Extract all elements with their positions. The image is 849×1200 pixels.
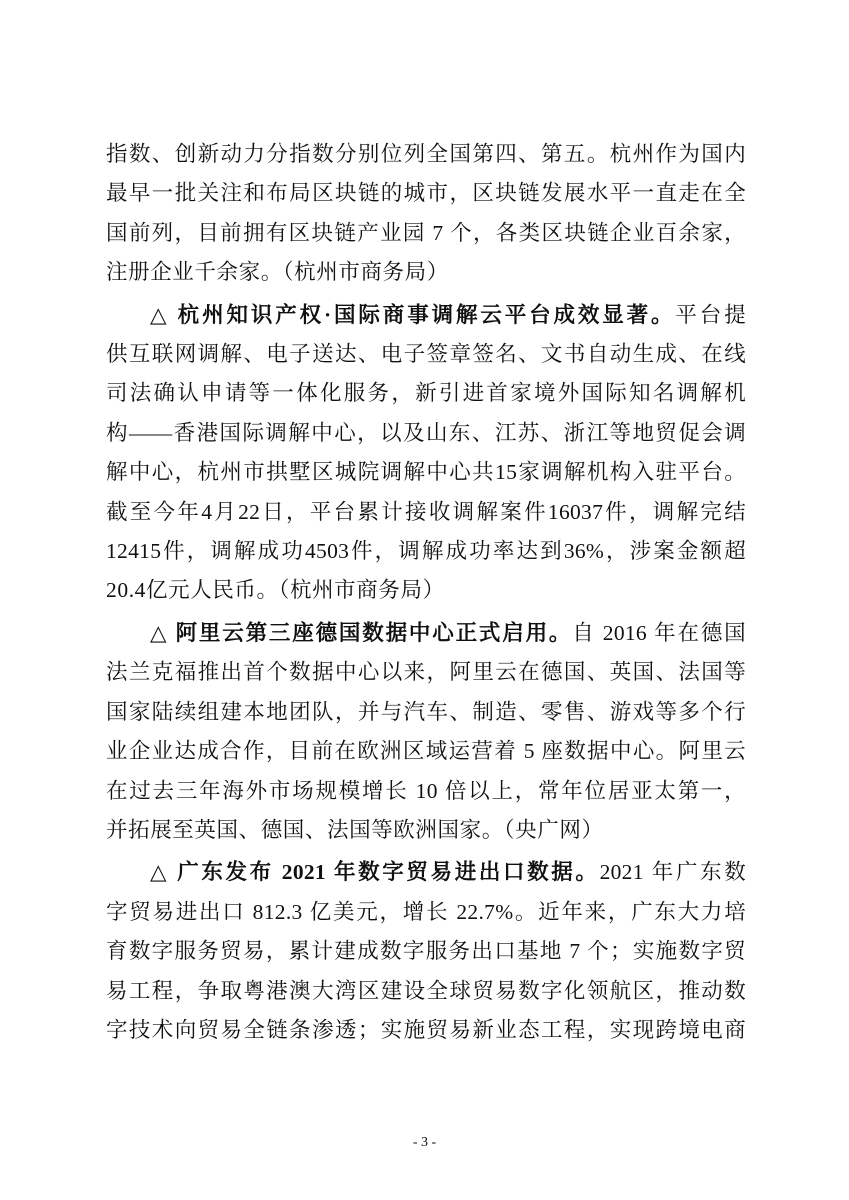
text-line: 易工程，争取粤港澳大湾区建设全球贸易数字化领航区，推动数 [106, 978, 746, 1003]
paragraph-guangdong-trade [106, 853, 746, 1050]
page-number: - 3 - [412, 1135, 437, 1150]
text-line: 国前列，目前拥有区块链产业园 7 个，各类区块链企业百余家， [106, 220, 746, 245]
text-line: 12415件，调解成功4503件，调解成功率达到36%，涉案金额超 [106, 539, 746, 564]
text-line: 国家陆续组建本地团队，并与汽车、制造、零售、游戏等多个行 [106, 699, 746, 724]
paragraph-alibaba-cloud [106, 614, 746, 850]
paragraph-continuation [106, 135, 746, 293]
text-line: 构——香港国际调解中心，以及山东、江苏、浙江等地贸促会调 [106, 420, 746, 445]
text-line: 在过去三年海外市场规模增长 10 倍以上，常年位居亚太第一， [106, 778, 746, 803]
text-line: 业企业达成合作，目前在欧洲区域运营着 5 座数据中心。阿里云 [106, 739, 746, 764]
paragraph-hangzhou-mediation [106, 296, 746, 611]
text-run: 平台提 [675, 302, 746, 327]
paragraph-heading: △ 广东发布 2021 年数字贸易进出口数据。 [150, 860, 600, 885]
paragraph-heading: △ 阿里云第三座德国数据中心正式启用。 [150, 620, 573, 645]
text-line: 指数、创新动力分指数分别位列全国第四、第五。杭州作为国内 [106, 142, 746, 166]
text-line: 并拓展至英国、德国、法国等欧洲国家。（央广网） [106, 817, 604, 842]
document-body [106, 135, 746, 1050]
text-line: 最早一批关注和布局区块链的城市，区块链发展水平一直走在全 [106, 181, 746, 206]
text-line: 注册企业千余家。（杭州市商务局） [106, 260, 449, 285]
text-line: 供互联网调解、电子送达、电子签章签名、文书自动生成、在线 [106, 342, 746, 367]
text-line: 育数字服务贸易，累计建成数字服务出口基地 7 个；实施数字贸 [106, 939, 746, 964]
text-line: 字贸易进出口 812.3 亿美元，增长 22.7%。近年来，广东大力培 [106, 899, 746, 924]
text-line: 法兰克福推出首个数据中心以来，阿里云在德国、英国、法国等 [106, 660, 746, 685]
text-line: 司法确认申请等一体化服务，新引进首家境外国际知名调解机 [106, 381, 746, 406]
text-line [106, 296, 746, 335]
paragraph-heading: △ 杭州知识产权·国际商事调解云平台成效显著。 [150, 302, 676, 327]
text-line: 解中心，杭州市拱墅区城院调解中心共15家调解机构入驻平台。 [106, 460, 746, 485]
text-run: 2021 年广东数 [599, 860, 746, 885]
text-line: 字技术向贸易全链条渗透；实施贸易新业态工程，实现跨境电商 [106, 1017, 746, 1042]
text-line [106, 853, 746, 892]
text-line: 截至今年4月22日，平台累计接收调解案件16037件，调解完结 [106, 499, 746, 524]
text-line: 20.4亿元人民币。（杭州市商务局） [106, 578, 445, 603]
text-line [106, 614, 746, 653]
text-run: 自 2016 年在德国 [572, 620, 746, 645]
